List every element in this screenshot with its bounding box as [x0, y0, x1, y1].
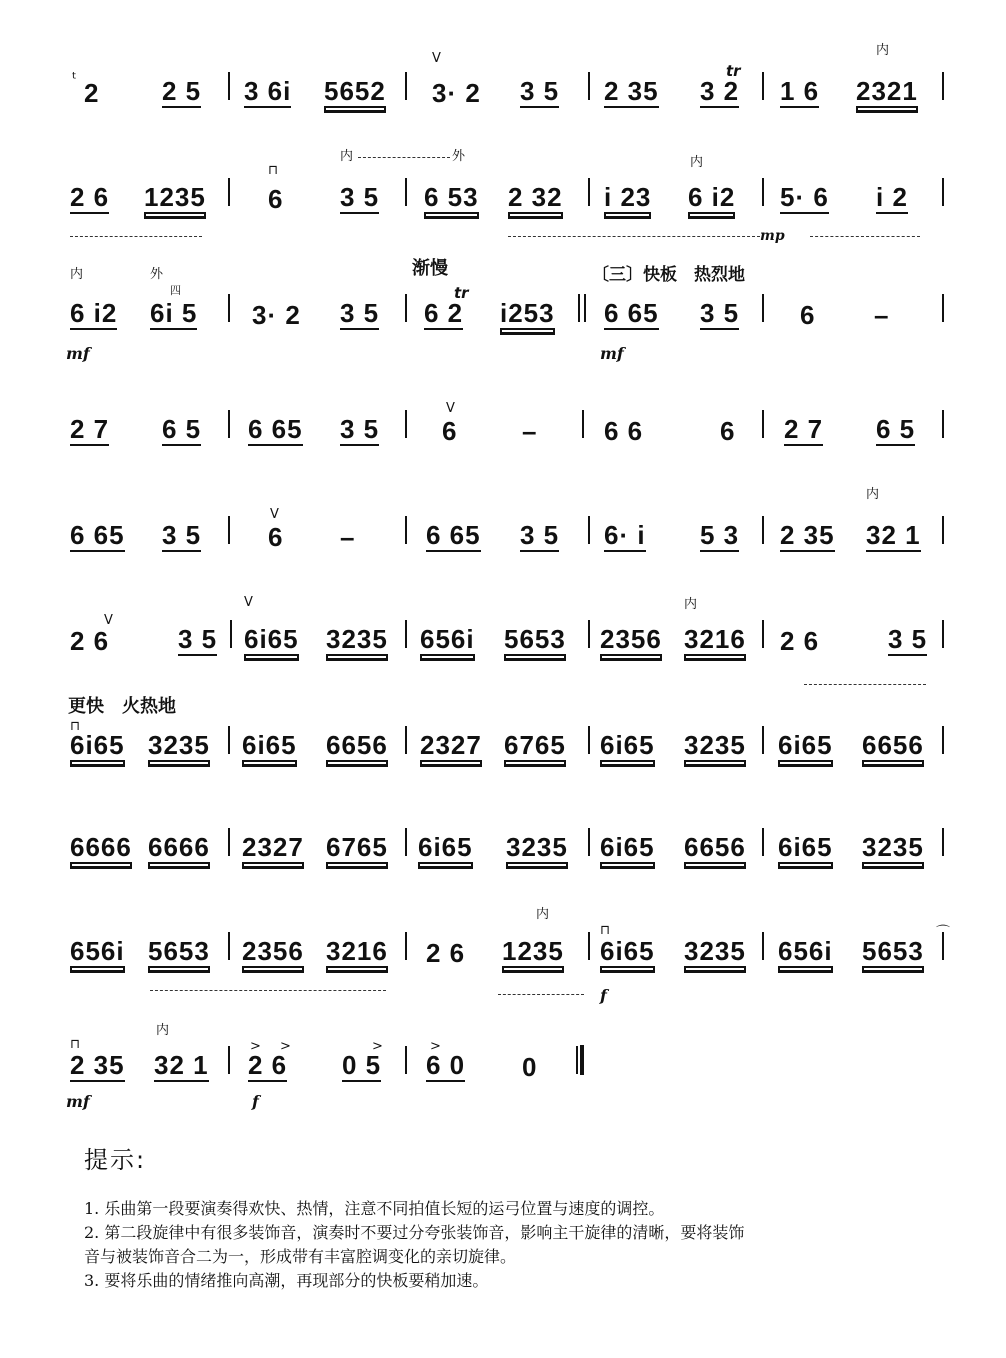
note-group: 3235: [506, 832, 568, 862]
wai-mark: 外: [452, 149, 466, 164]
barline: [588, 726, 590, 754]
note-group: 6i65: [244, 624, 299, 654]
barline: [588, 932, 590, 960]
note-group: –: [874, 300, 890, 330]
note-group: 3 5: [700, 298, 740, 328]
note-group: 3 2: [700, 76, 740, 106]
note-group: 6 65: [248, 414, 303, 444]
nei-mark: 内: [876, 43, 890, 58]
score-row-1: [62, 56, 952, 116]
trill-mark: tr: [726, 62, 741, 80]
note-group: 3235: [148, 730, 210, 760]
note-group: i253: [500, 298, 555, 328]
wai-mark: 外: [150, 267, 164, 282]
barline: [230, 620, 232, 648]
note-group: 6765: [326, 832, 388, 862]
note-group: 32 1: [866, 520, 921, 550]
barline: [588, 178, 590, 206]
barline: [405, 294, 407, 322]
up-bow-mark: V: [270, 507, 279, 522]
dynamic-f: f: [252, 1092, 259, 1111]
note-group: 3 5: [178, 624, 218, 654]
barline: [405, 516, 407, 544]
note-group: 6i65: [418, 832, 473, 862]
section-3-label: 〔三〕快板 热烈地: [592, 265, 745, 285]
note-group: 3235: [326, 624, 388, 654]
note-group: 6 53: [424, 182, 479, 212]
score-row-10: [62, 1030, 952, 1090]
barline: [942, 620, 944, 648]
down-bow-mark: ⊓: [70, 719, 81, 734]
note-group: 2 6: [780, 626, 820, 656]
barline: [762, 178, 764, 206]
note-group: 6 65: [70, 520, 125, 550]
dynamic-mp: mp: [760, 228, 785, 244]
note-group: 3 6i: [244, 76, 292, 106]
note-group: 6 65: [604, 298, 659, 328]
note-group: 3235: [684, 730, 746, 760]
barline: [762, 516, 764, 544]
note-group: 2 35: [604, 76, 659, 106]
crescendo-dash: [150, 990, 386, 991]
up-bow-mark: V: [432, 51, 441, 66]
barline: [588, 72, 590, 100]
note-group: 6 5: [876, 414, 916, 444]
down-bow-mark: ⊓: [268, 163, 279, 178]
note-group: 6i65: [778, 730, 833, 760]
barline: [405, 726, 407, 754]
note-group: 3 5: [162, 520, 202, 550]
barline: [228, 1046, 230, 1074]
up-bow-mark: V: [446, 401, 455, 416]
double-barline: [578, 294, 580, 322]
down-bow-mark: ⊓: [70, 1037, 81, 1052]
barline: [942, 72, 944, 100]
tip-2-continued: 音与被装饰音合二为一，形成带有丰富腔调变化的亲切旋律。: [84, 1247, 517, 1266]
barline: [228, 72, 230, 100]
up-bow-mark: V: [244, 595, 253, 610]
note-group: 6666: [70, 832, 132, 862]
tips-title: 提示:: [84, 1146, 147, 1174]
nei-mark: 内: [690, 155, 704, 170]
note-group: i 2: [876, 182, 908, 212]
note-group: 3216: [326, 936, 388, 966]
nei-mark: 内: [866, 487, 880, 502]
note-group: 5653: [148, 936, 210, 966]
note-group: 6 6: [604, 416, 644, 446]
barline: [405, 410, 407, 438]
crescendo-dash: [498, 994, 584, 995]
note-group: 2 32: [508, 182, 563, 212]
dynamic-mf: mf: [66, 1092, 90, 1111]
barline: [762, 828, 764, 856]
note-group: 2 35: [780, 520, 835, 550]
score-row-4: [62, 394, 952, 454]
note-group: 3235: [684, 936, 746, 966]
tip-1: 1. 乐曲第一段要演奏得欢快、热情，注意不同拍值长短的运弓位置与速度的调控。: [84, 1199, 665, 1218]
note-group: 6i65: [778, 832, 833, 862]
note-group: 3 5: [340, 298, 380, 328]
barline: [942, 726, 944, 754]
crescendo-dash: [508, 236, 760, 237]
barline: [228, 516, 230, 544]
dynamic-mf: mf: [66, 344, 90, 363]
note-group: 6765: [504, 730, 566, 760]
barline: [405, 932, 407, 960]
note-group: 6 65: [426, 520, 481, 550]
note-group: 3· 2: [432, 78, 481, 108]
note-group: 656i: [778, 936, 833, 966]
barline: [942, 828, 944, 856]
note-group: 2 6: [248, 1050, 288, 1080]
note-group: 6: [800, 300, 816, 330]
crescendo-dash: [70, 236, 202, 237]
note-group: –: [522, 416, 538, 446]
note-group: 6656: [326, 730, 388, 760]
note-group: 0 5: [342, 1050, 382, 1080]
down-bow-mark: ⊓: [600, 923, 611, 938]
accent-mark: >: [250, 1039, 261, 1054]
note-group: 6656: [862, 730, 924, 760]
tempo-jianman: 渐慢: [412, 258, 448, 279]
barline: [228, 726, 230, 754]
barline: [228, 178, 230, 206]
note-group: 2321: [856, 76, 918, 106]
note-group: 3 5: [340, 182, 380, 212]
nei-mark: 内: [156, 1023, 170, 1038]
note-group: 6i 5: [150, 298, 198, 328]
score-row-3: [62, 278, 952, 338]
note-group: 2 5: [162, 76, 202, 106]
barline: [405, 828, 407, 856]
note-group: 1235: [144, 182, 206, 212]
note-group: 6· i: [604, 520, 646, 550]
note-group: 6i65: [600, 936, 655, 966]
note-group: 6i65: [242, 730, 297, 760]
note-group: 2 7: [784, 414, 824, 444]
nei-wai-dash: [358, 157, 450, 158]
note-group: 656i: [420, 624, 475, 654]
barline: [942, 178, 944, 206]
barline: [942, 410, 944, 438]
dynamic-f: f: [600, 986, 607, 1005]
note-group: 2327: [420, 730, 482, 760]
tips-section: [84, 1140, 944, 1292]
grace-mark: ᵗ: [72, 69, 77, 88]
note-group: 6656: [684, 832, 746, 862]
si-mark: 四: [170, 284, 181, 297]
score-row-5: [62, 500, 952, 560]
note-group: –: [340, 522, 356, 552]
note-group: 2356: [600, 624, 662, 654]
note-group: 6i65: [600, 730, 655, 760]
note-group: 6 2: [424, 298, 464, 328]
barline: [942, 294, 944, 322]
crescendo-dash: [804, 684, 926, 685]
barline: [588, 828, 590, 856]
note-group: 2 7: [70, 414, 110, 444]
barline: [762, 932, 764, 960]
note-group: 6: [442, 416, 458, 446]
score-row-8: [62, 812, 952, 872]
score-row-2: [62, 162, 952, 222]
nei-mark: 内: [70, 267, 84, 282]
note-group: 6 5: [162, 414, 202, 444]
note-group: 6 0: [426, 1050, 466, 1080]
score-row-7: [62, 710, 952, 770]
note-group: 1235: [502, 936, 564, 966]
note-group: 6 i2: [688, 182, 736, 212]
note-group: 3· 2: [252, 300, 301, 330]
note-group: 6: [268, 522, 284, 552]
dynamic-mf: mf: [600, 344, 624, 363]
barline: [228, 828, 230, 856]
note-group: 2 6: [70, 182, 110, 212]
note-group: 5653: [862, 936, 924, 966]
tip-3: 3. 要将乐曲的情绪推向高潮，再现部分的快板要稍加速。: [84, 1271, 489, 1290]
barline: [588, 516, 590, 544]
note-group: 6i65: [600, 832, 655, 862]
barline: [228, 294, 230, 322]
barline: [588, 620, 590, 648]
note-group: 5 3: [700, 520, 740, 550]
barline: [582, 410, 584, 438]
note-group: 6i65: [70, 730, 125, 760]
note-group: 6 i2: [70, 298, 118, 328]
barline: [762, 726, 764, 754]
note-group: 6666: [148, 832, 210, 862]
accent-mark: >: [372, 1039, 383, 1054]
note-group: 3235: [862, 832, 924, 862]
score-row-6: [62, 604, 952, 664]
tempo-faster: 更快 火热地: [68, 696, 176, 717]
final-barline: [576, 1046, 578, 1074]
barline: [762, 294, 764, 322]
up-bow-mark: V: [104, 613, 113, 628]
nei-mark: 内: [340, 149, 354, 164]
note-group: 5652: [324, 76, 386, 106]
tip-2: 2. 第二段旋律中有很多装饰音，演奏时不要过分夸张装饰音，影响主干旋律的清晰，要将装饰: [84, 1223, 745, 1242]
barline: [762, 72, 764, 100]
note-group: i 23: [604, 182, 652, 212]
note-group: 3 5: [520, 76, 560, 106]
trill-mark: tr: [454, 284, 469, 302]
barline: [228, 932, 230, 960]
nei-mark: 内: [536, 907, 550, 922]
note-group: 2 35: [70, 1050, 125, 1080]
barline: [942, 516, 944, 544]
note-group: 0: [522, 1052, 538, 1082]
note-group: 6: [268, 184, 284, 214]
note-group: 6: [720, 416, 736, 446]
note-group: 2 6: [70, 626, 110, 656]
barline: [762, 410, 764, 438]
note-group: 3 5: [520, 520, 560, 550]
barline: [228, 410, 230, 438]
note-group: 5· 6: [780, 182, 829, 212]
barline: [405, 1046, 407, 1074]
note-group: 5653: [504, 624, 566, 654]
note-group: 3216: [684, 624, 746, 654]
note-group: 1 6: [780, 76, 820, 106]
barline: [762, 620, 764, 648]
score-row-9: [62, 916, 952, 976]
fermata-mark: ⌒: [936, 925, 950, 941]
note-group: 32 1: [154, 1050, 209, 1080]
barline: [405, 178, 407, 206]
note-group: 2327: [242, 832, 304, 862]
note-group: 3 5: [340, 414, 380, 444]
crescendo-dash: [810, 236, 920, 237]
barline: [405, 620, 407, 648]
note-group: 2356: [242, 936, 304, 966]
nei-mark: 内: [684, 597, 698, 612]
note-group: 656i: [70, 936, 125, 966]
barline: [405, 72, 407, 100]
note-group: 3 5: [888, 624, 928, 654]
accent-mark: >: [280, 1039, 291, 1054]
accent-mark: >: [430, 1039, 441, 1054]
note-group: 2 6: [426, 938, 466, 968]
note-group: 2: [84, 78, 100, 108]
